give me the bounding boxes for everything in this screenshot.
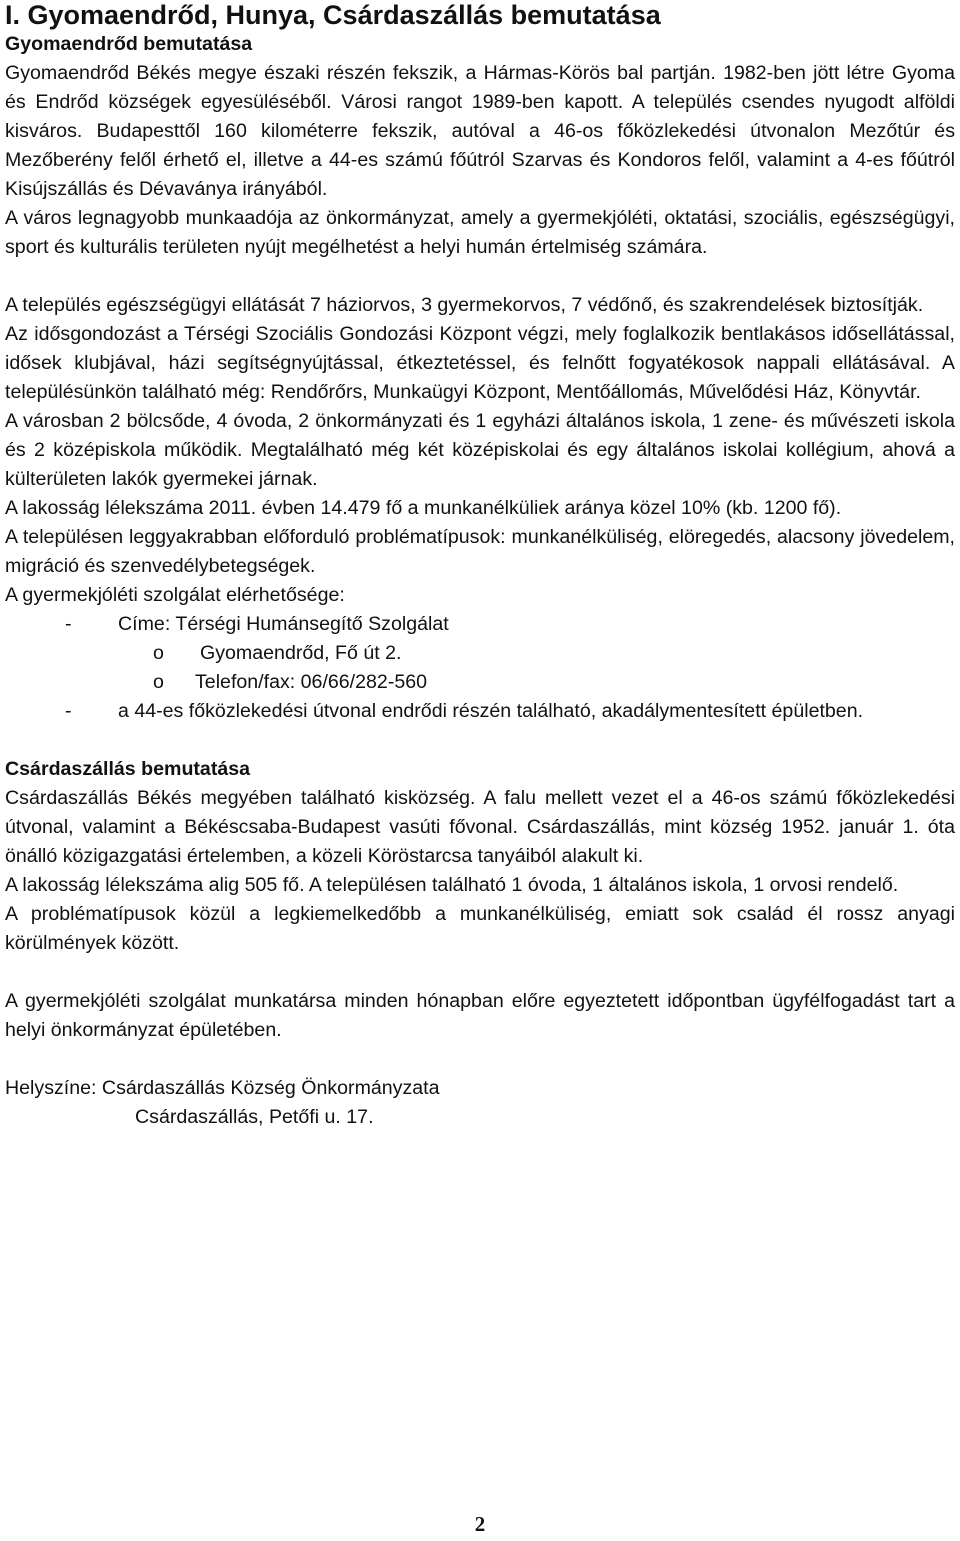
- main-title: I. Gyomaendrőd, Hunya, Csárdaszállás bemutatása: [5, 0, 661, 30]
- population-paragraph: A lakosság lélekszáma 2011. évben 14.479 fő a munkanélküliek aránya közel 10% (kb. 1200 fő).: [5, 497, 842, 519]
- employer-paragraph: A város legnagyobb munkaadója az önkormányzat, amely a gyermekjóléti, oktatási, szociális, egészségügyi, sport és kulturális területen nyújt megélhetést a helyi humán értelmiség számára.: [5, 207, 955, 258]
- contact-location-item: [5, 697, 955, 726]
- location-line-2: Csárdaszállás, Petőfi u. 17.: [135, 1106, 374, 1128]
- document-page: [5, 0, 955, 1132]
- location-line-1: Helyszíne: Csárdaszállás Község Önkormányzata: [5, 1077, 440, 1099]
- dash-bullet: -: [65, 613, 72, 635]
- contact-intro: A gyermekjóléti szolgálat elérhetősége:: [5, 584, 345, 606]
- contact-city-item: [5, 639, 955, 668]
- dash-bullet: -: [65, 700, 72, 722]
- circle-bullet: o: [153, 671, 164, 693]
- contact-address-text: Címe: Térségi Humánsegítő Szolgálat: [118, 613, 449, 635]
- csardaszallas-heading: Csárdaszállás bemutatása: [5, 758, 251, 780]
- contact-location-text: a 44-es főközlekedési útvonal endrődi részén található, akadálymentesített épületben.: [118, 700, 864, 722]
- contact-address-item: [5, 610, 955, 639]
- csardaszallas-service-paragraph: A gyermekjóléti szolgálat munkatársa minden hónapban előre egyeztetett időpontban ügyfélfogadást tart a helyi önkormányzat épületében.: [5, 990, 955, 1041]
- csardaszallas-problems-paragraph: A problématípusok közül a legkiemelkedőbb a munkanélküliség, emiatt sok család él rossz anyagi körülmények között.: [5, 903, 955, 954]
- schools-paragraph: A városban 2 bölcsőde, 4 óvoda, 2 önkormányzati és 1 egyházi általános iskola, 1 zene- és művészeti iskola és 2 középiskola működik. Megtalálható még két középiskolai és egy általános iskolai kollégium, ahová a külterületen lakók gyermekei járnak.: [5, 410, 955, 490]
- contact-phone-text: Telefon/fax: 06/66/282-560: [195, 671, 428, 693]
- problems-paragraph: A településen leggyakrabban előforduló problématípusok: munkanélküliség, elöregedés, alacsony jövedelem, migráció és szenvedélybetegségek.: [5, 526, 955, 577]
- page-number: 2: [474, 1512, 486, 1536]
- circle-bullet: o: [153, 642, 164, 664]
- gyomaendrod-heading: Gyomaendrőd bemutatása: [5, 33, 253, 55]
- elderly-care-paragraph: Az idősgondozást a Térségi Szociális Gondozási Központ végzi, mely foglalkozik bentlakásos idősellátással, idősek klubjával, házi segítségnyújtással, étkeztetéssel, és felnőtt fogyatékosok nappali ellátásával. A településünkön található még: Rendőrőrs, Munkaügyi Központ, Mentőállomás, Művelődési Ház, Könyvtár.: [5, 323, 955, 403]
- contact-city-text: Gyomaendrőd, Fő út 2.: [200, 642, 402, 664]
- healthcare-paragraph: A település egészségügyi ellátását 7 háziorvos, 3 gyermekorvos, 7 védőnő, és szakrendelések biztosítják.: [5, 294, 924, 316]
- contact-phone-item: [5, 668, 955, 697]
- gyomaendrod-intro-paragraph: Gyomaendrőd Békés megye északi részén fekszik, a Hármas-Körös bal partján. 1982-ben jött létre Gyoma és Endrőd községek egyesüléséből. Városi rangot 1989-ben kapott. A település csendes nyugodt alföldi kisváros. Budapesttől 160 kilométerre fekszik, autóval a 46-os főközlekedési útvonalon Mezőtúr és Mezőberény felől érhető el, illetve a 44-es számú főútról Szarvas és Kondoros felől, valamint a 4-es főútról Kisújszállás és Dévaványa irányából.: [5, 62, 955, 200]
- csardaszallas-population-paragraph: A lakosság lélekszáma alig 505 fő. A településen található 1 óvoda, 1 általános iskola, 1 orvosi rendelő.: [5, 874, 899, 896]
- csardaszallas-intro-paragraph: Csárdaszállás Békés megyében található kisközség. A falu mellett vezet el a 46-os számú főközlekedési útvonal, valamint a Békéscsaba-Budapest vasúti fővonal. Csárdaszállás, mint község 1952. január 1. óta önálló közigazgatási értelemben, a közeli Köröstarcsa tanyáiból alakult ki.: [5, 787, 955, 867]
